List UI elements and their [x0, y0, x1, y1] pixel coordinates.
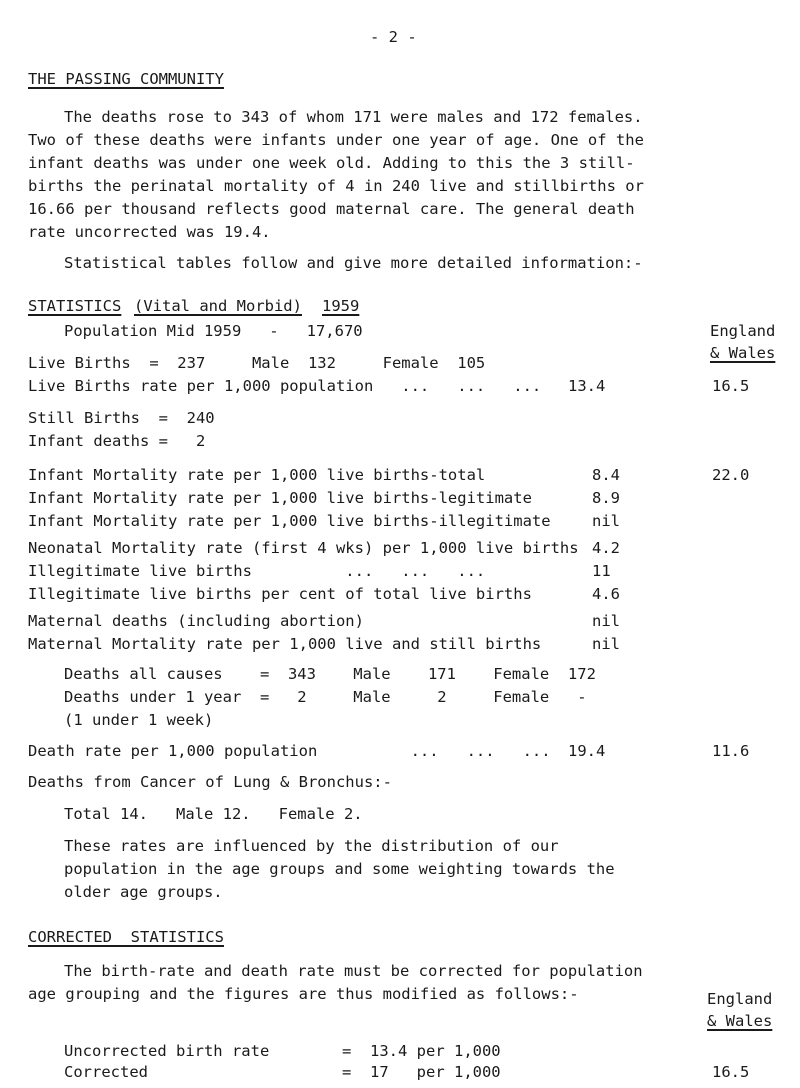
corrected-england-label-2: & Wales [707, 1012, 773, 1030]
para-line-1: The deaths rose to 343 of whom 171 were males and 172 females. [64, 108, 643, 126]
death-rate-value: 19.4 [568, 742, 606, 760]
influence-line-1: These rates are influenced by the distribution of our [64, 837, 559, 855]
corrected-birth-england: 16.5 [712, 1063, 750, 1081]
imr-total-england: 22.0 [712, 466, 750, 484]
death-rate-line: Death rate per 1,000 population ... ... ... [28, 742, 551, 760]
corrected-intro-1: The birth-rate and death rate must be corrected for population [64, 962, 643, 980]
para-line-3: infant deaths was under one week old. Adding to this the 3 still- [28, 154, 635, 172]
maternal-rate-value: nil [592, 635, 620, 653]
cancer-total-line: Total 14. Male 12. Female 2. [64, 805, 363, 823]
neonatal-value: 4.2 [592, 539, 620, 557]
illegit-births-value: 11 [592, 562, 611, 580]
uncorrected-birth-value: = 13.4 per 1,000 [342, 1042, 501, 1060]
england-label-2: & Wales [710, 344, 776, 362]
corrected-heading: CORRECTED STATISTICS [28, 928, 224, 946]
maternal-deaths-value: nil [592, 612, 620, 630]
live-births-rate-england: 16.5 [712, 377, 750, 395]
illegit-births-line: Illegitimate live births ... ... ... [28, 562, 486, 580]
stats-heading: STATISTICS [28, 297, 122, 315]
still-births-line: Still Births = 240 [28, 409, 215, 427]
illegit-pct-line: Illegitimate live births per cent of total live births [28, 585, 532, 603]
deaths-all-line: Deaths all causes = 343 Male 171 Female 172 [64, 665, 596, 683]
deaths-under1-line: Deaths under 1 year = 2 Male 2 Female - [64, 688, 587, 706]
corrected-intro-2: age grouping and the figures are thus modified as follows:- [28, 985, 579, 1003]
para-line-4: births the perinatal mortality of 4 in 240 live and stillbirths or [28, 177, 644, 195]
imr-illegit-line: Infant Mortality rate per 1,000 live births-illegitimate [28, 512, 551, 530]
infant-deaths-line: Infant deaths = 2 [28, 432, 206, 450]
para-line-2: Two of these deaths were infants under one year of age. One of the [28, 131, 644, 149]
live-births-rate-value: 13.4 [568, 377, 606, 395]
england-label-1: England [710, 322, 776, 340]
corrected-birth-label: Corrected [64, 1063, 148, 1081]
illegit-pct-value: 4.6 [592, 585, 620, 603]
para-line-6: rate uncorrected was 19.4. [28, 223, 271, 241]
stats-subheading: (Vital and Morbid) [134, 297, 302, 315]
imr-total-line: Infant Mortality rate per 1,000 live births-total [28, 466, 486, 484]
corrected-birth-value: = 17 per 1,000 [342, 1063, 501, 1081]
corrected-england-label-1: England [707, 990, 773, 1008]
imr-legit-line: Infant Mortality rate per 1,000 live births-legitimate [28, 489, 532, 507]
imr-illegit-value: nil [592, 512, 620, 530]
live-births-rate: Live Births rate per 1,000 population ... ... ... [28, 377, 542, 395]
imr-legit-value: 8.9 [592, 489, 620, 507]
neonatal-line: Neonatal Mortality rate (first 4 wks) per 1,000 live births [28, 539, 579, 557]
para-line-5: 16.66 per thousand reflects good maternal care. The general death [28, 200, 635, 218]
deaths-under1-note: (1 under 1 week) [64, 711, 214, 729]
influence-line-3: older age groups. [64, 883, 223, 901]
maternal-deaths-line: Maternal deaths (including abortion) [28, 612, 364, 630]
stats-year: 1959 [322, 297, 360, 315]
page-number: - 2 - [370, 28, 417, 46]
population-line: Population Mid 1959 - 17,670 [64, 322, 363, 340]
maternal-rate-line: Maternal Mortality rate per 1,000 live and still births [28, 635, 542, 653]
follow-text: Statistical tables follow and give more detailed information:- [64, 254, 643, 272]
live-births-line: Live Births = 237 Male 132 Female 105 [28, 354, 486, 372]
death-rate-england: 11.6 [712, 742, 750, 760]
imr-total-value: 8.4 [592, 466, 620, 484]
influence-line-2: population in the age groups and some weighting towards the [64, 860, 615, 878]
uncorrected-birth-label: Uncorrected birth rate [64, 1042, 270, 1060]
section-heading-passing-community: THE PASSING COMMUNITY [28, 70, 224, 88]
cancer-line: Deaths from Cancer of Lung & Bronchus:- [28, 773, 392, 791]
